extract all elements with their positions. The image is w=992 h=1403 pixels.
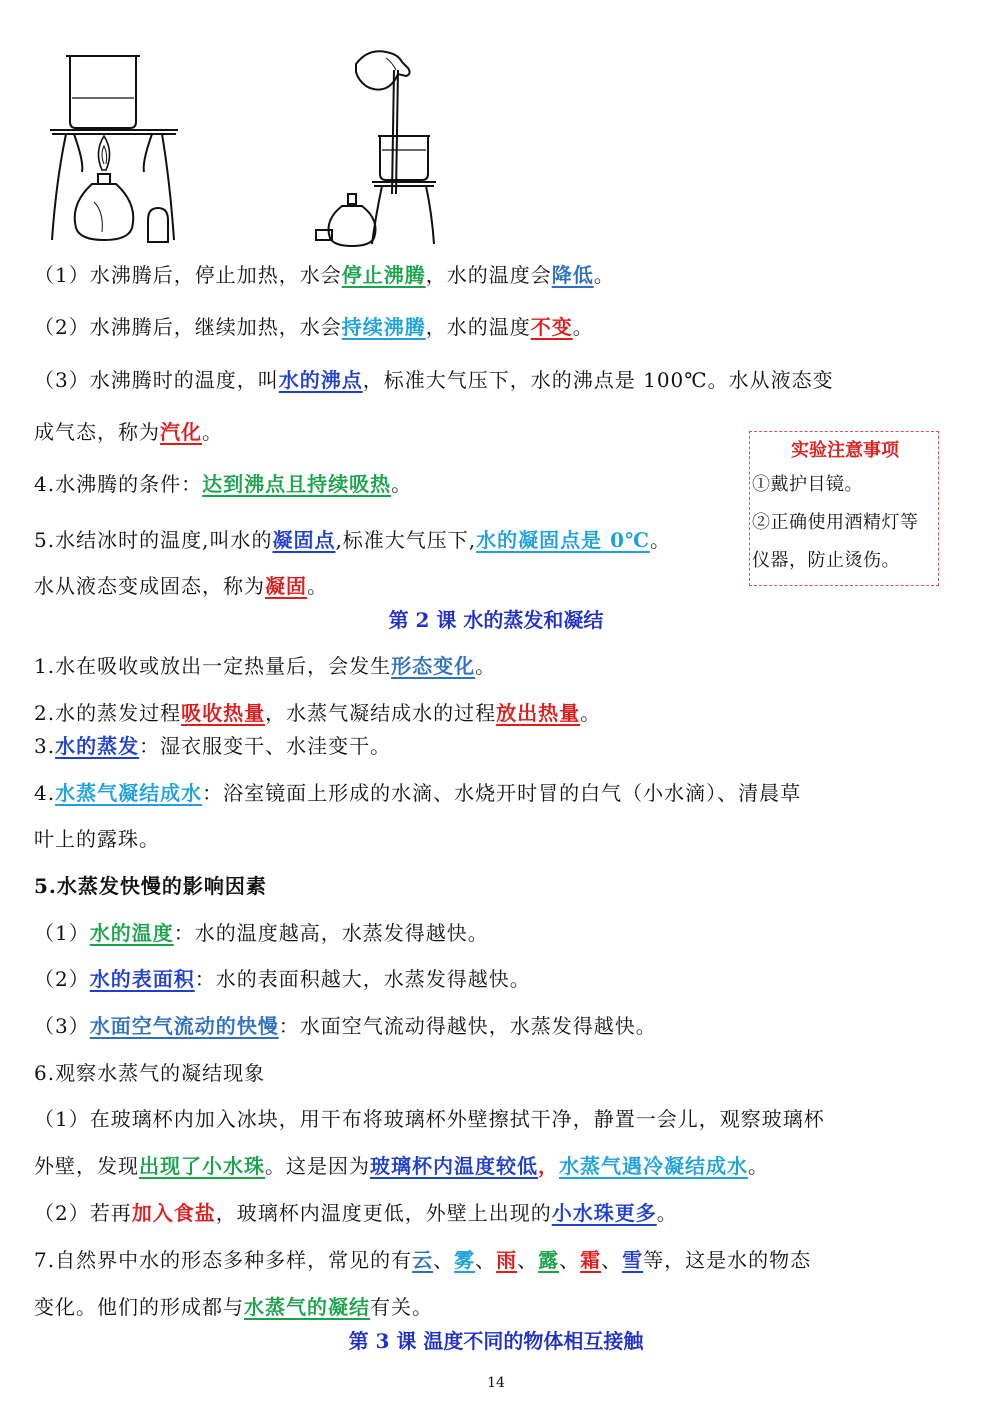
text-segment: 。 — [391, 472, 413, 496]
text-segment: 。 — [202, 420, 223, 444]
text-segment: 4. — [34, 781, 56, 805]
keyword: 吸收热量 — [181, 701, 266, 725]
keyword: 雾 — [454, 1248, 476, 1272]
text-segment: （1） — [34, 921, 90, 945]
text-segment: （1）水沸腾后，停止加热，水会 — [34, 263, 342, 287]
keyword: 持续沸腾 — [341, 315, 426, 339]
safety-note-item: 仪器，防止烫伤。 — [752, 550, 900, 571]
text-segment: 3. — [34, 734, 56, 758]
text-line — [34, 1152, 769, 1180]
stopped-heating-illustration — [306, 44, 446, 249]
text-segment: ，标准大气压下，水的沸点是 100℃。水从液态变 — [362, 368, 834, 392]
text-line — [34, 652, 496, 680]
text-line — [34, 919, 489, 947]
keyword: 水面空气流动的快慢 — [89, 1014, 279, 1038]
text-line — [34, 1199, 678, 1227]
text-segment: 。 — [475, 654, 497, 678]
text-line — [34, 825, 160, 853]
text-line — [34, 526, 671, 554]
text-segment: 5.水蒸发快慢的影响因素 — [34, 874, 267, 898]
text-line — [34, 313, 594, 341]
text-segment: 。 — [572, 315, 594, 339]
text-segment: ，水的温度会 — [425, 263, 552, 287]
text-segment: 。 — [580, 701, 602, 725]
text-segment: （1）在玻璃杯内加入冰块，用干布将玻璃杯外壁擦拭干净，静置一会儿，观察玻璃杯 — [34, 1107, 825, 1131]
boiling-apparatus-illustration — [44, 52, 184, 247]
text-segment: 6.观察水蒸气的凝结现象 — [34, 1061, 266, 1085]
text-segment: 成气态，称为 — [34, 420, 160, 444]
text-line — [34, 732, 391, 760]
text-segment: 、 — [601, 1248, 623, 1272]
text-segment: 7.自然界中水的形态多种多样，常见的有 — [34, 1248, 413, 1272]
keyword: 放出热量 — [496, 701, 581, 725]
text-line — [34, 572, 328, 600]
safety-notes-box — [749, 431, 939, 586]
text-segment: （2）水沸腾后，继续加热，水会 — [34, 315, 342, 339]
lesson-2-heading: 第 2 课 水的蒸发和凝结 — [388, 608, 604, 632]
keyword: 水的表面积 — [89, 967, 195, 991]
keyword: 水蒸气遇冷凝结成水 — [559, 1154, 748, 1178]
text-segment: 、 — [433, 1248, 455, 1272]
text-segment: ：水的表面积越大，水蒸发得越快。 — [194, 967, 531, 991]
text-line — [34, 1105, 825, 1133]
text-line — [34, 872, 267, 900]
keyword: 降低 — [551, 263, 594, 287]
text-segment: 、 — [517, 1248, 539, 1272]
text-segment: （2）若再 — [34, 1201, 132, 1225]
keyword: 小水珠更多 — [551, 1201, 657, 1225]
text-segment: ：湿衣服变干、水洼变干。 — [139, 734, 392, 758]
text-segment: （2） — [34, 967, 90, 991]
text-segment: 5.水结冰时的温度,叫水的 — [34, 528, 273, 552]
text-segment: 4.水沸腾的条件： — [34, 472, 203, 496]
keyword: 水蒸气凝结成水 — [55, 781, 203, 805]
keyword: 汽化 — [160, 420, 202, 444]
text-segment: 、 — [475, 1248, 497, 1272]
keyword: 形态变化 — [391, 654, 476, 678]
text-line — [34, 1293, 433, 1321]
keyword: 不变 — [530, 315, 573, 339]
text-line — [34, 699, 601, 727]
keyword: 凝固 — [265, 574, 307, 598]
keyword: 霜 — [580, 1248, 602, 1272]
text-line — [34, 366, 834, 394]
text-segment: ，水蒸气凝结成水的过程 — [265, 701, 497, 725]
text-segment: 1.水在吸收或放出一定热量后，会发生 — [34, 654, 392, 678]
text-segment: 2.水的蒸发过程 — [34, 701, 182, 725]
text-segment: ， — [538, 1154, 559, 1178]
keyword: 凝固点 — [272, 528, 336, 552]
text-segment: 变化。他们的形成都与 — [34, 1295, 244, 1319]
keyword: 出现了小水珠 — [139, 1154, 265, 1178]
keyword: 雨 — [496, 1248, 518, 1272]
keyword: 达到沸点且持续吸热 — [202, 472, 392, 496]
text-line — [34, 1059, 265, 1087]
text-segment: 。 — [656, 1201, 678, 1225]
keyword: 玻璃杯内温度较低 — [370, 1154, 538, 1178]
text-segment: （3）水沸腾时的温度，叫 — [34, 368, 279, 392]
text-segment: 水从液态变成固态，称为 — [34, 574, 265, 598]
text-segment: 、 — [559, 1248, 581, 1272]
keyword: 水的凝固点是 0℃ — [476, 528, 651, 552]
page-number: 14 — [487, 1375, 505, 1391]
text-segment: 。这是因为 — [265, 1154, 370, 1178]
text-line — [34, 418, 223, 446]
safety-note-item: ②正确使用酒精灯等 — [752, 512, 919, 533]
text-segment: 。 — [593, 263, 615, 287]
text-line — [34, 1246, 811, 1274]
keyword: 云 — [412, 1248, 434, 1272]
text-segment: ：水面空气流动得越快，水蒸发得越快。 — [278, 1014, 657, 1038]
text-segment: 。 — [650, 528, 672, 552]
text-segment: 叶上的露珠。 — [34, 827, 160, 851]
text-line — [34, 965, 531, 993]
keyword: 水的温度 — [89, 921, 174, 945]
safety-note-item: ①戴护目镜。 — [752, 474, 863, 495]
text-line — [34, 470, 412, 498]
text-segment: 。 — [307, 574, 328, 598]
text-segment: 等，这是水的物态 — [643, 1248, 812, 1272]
text-line — [34, 261, 615, 289]
text-segment: ，水的温度 — [425, 315, 531, 339]
keyword: 露 — [538, 1248, 560, 1272]
keyword: 停止沸腾 — [341, 263, 426, 287]
text-segment: ：浴室镜面上形成的水滴、水烧开时冒的白气（小水滴）、清晨草 — [202, 781, 802, 805]
lesson-3-heading: 第 3 课 温度不同的物体相互接触 — [348, 1329, 644, 1353]
text-segment: 外壁，发现 — [34, 1154, 139, 1178]
text-line — [34, 779, 801, 807]
text-segment: ，玻璃杯内温度更低，外壁上出现的 — [215, 1201, 552, 1225]
text-segment: ：水的温度越高，水蒸发得越快。 — [173, 921, 489, 945]
keyword: 雪 — [622, 1248, 644, 1272]
keyword: 水的沸点 — [278, 368, 363, 392]
keyword: 水的蒸发 — [55, 734, 140, 758]
safety-notes-title: 实验注意事项 — [791, 440, 899, 461]
text-segment: （3） — [34, 1014, 90, 1038]
text-segment: ,标准大气压下, — [335, 528, 477, 552]
text-line — [34, 1012, 657, 1040]
keyword: 水蒸气的凝结 — [244, 1295, 370, 1319]
text-segment: 。 — [748, 1154, 769, 1178]
text-segment: 有关。 — [370, 1295, 433, 1319]
keyword: 加入食盐 — [131, 1201, 216, 1225]
